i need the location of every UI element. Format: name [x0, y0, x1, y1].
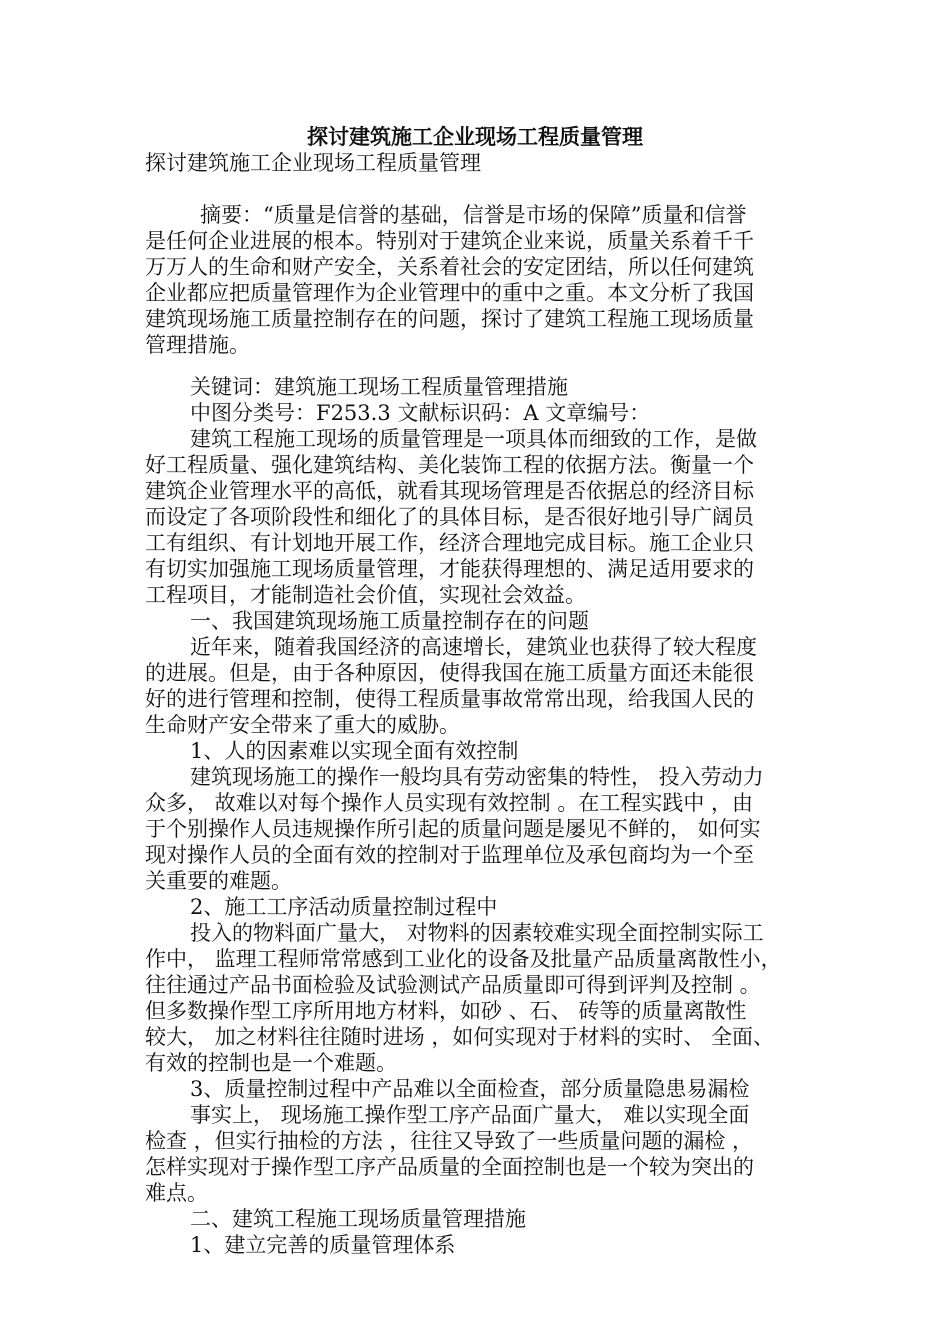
body-line: 于个别操作人员违规操作所引起的质量问题是屡见不鲜的， 如何实 — [145, 817, 761, 841]
intro-line: 好工程质量、强化建筑结构、美化装饰工程的依据方法。衡量一个 — [145, 453, 754, 477]
body-line: 作中， 监理工程师常常感到工业化的设备及批量产品质量离散性小， — [145, 947, 782, 971]
body-line: 众多， 故难以对每个操作人员实现有效控制 。在工程实践中 ，由 — [145, 791, 754, 815]
subsection-heading: 1、人的因素难以实现全面有效控制 — [190, 739, 519, 763]
subsection-heading: 2、施工工序活动质量控制过程中 — [190, 895, 498, 919]
document-title: 探讨建筑施工企业现场工程质量管理 — [307, 124, 643, 149]
intro-line: 工有组织、有计划地开展工作，经济合理地完成目标。施工企业只 — [145, 531, 754, 555]
subsection-heading: 3、质量控制过程中产品难以全面检查，部分质量隐患易漏检 — [190, 1077, 750, 1101]
subsection-heading: 1、建立完善的质量管理体系 — [190, 1233, 456, 1257]
intro-line: 建筑企业管理水平的高低，就看其现场管理是否依据总的经济目标 — [145, 479, 754, 503]
document-subtitle: 探讨建筑施工企业现场工程质量管理 — [145, 151, 481, 175]
body-line: 事实上， 现场施工操作型工序产品面广量大， 难以实现全面 — [190, 1103, 750, 1127]
body-line: 难点。 — [145, 1181, 208, 1205]
keywords-line: 关键词：建筑施工现场工程质量管理措施 — [190, 375, 568, 399]
body-line: 的进展。但是，由于各种原因，使得我国在施工质量方面还未能很 — [145, 661, 754, 685]
body-line: 关重要的难题。 — [145, 869, 292, 893]
intro-line: 而设定了各项阶段性和细化了的具体目标，是否很好地引导广阔员 — [145, 505, 754, 529]
abstract-line: 是任何企业进展的根本。特别对于建筑企业来说，质量关系着千千 — [145, 229, 754, 253]
body-line: 近年来，随着我国经济的高速增长，建筑业也获得了较大程度 — [190, 635, 757, 659]
body-line: 往往通过产品书面检验及试验测试产品质量即可得到评判及控制 。 — [145, 973, 761, 997]
section-heading: 二、建筑工程施工现场质量管理措施 — [190, 1207, 526, 1231]
classification-line: 中图分类号：F253.3 文献标识码：A 文章编号： — [190, 401, 651, 425]
abstract-line: 万万人的生命和财产安全，关系着社会的安定团结，所以任何建筑 — [145, 255, 754, 279]
body-line: 生命财产安全带来了重大的威胁。 — [145, 713, 460, 737]
body-line: 但多数操作型工序所用地方材料，如砂 、石、 砖等的质量离散性 — [145, 999, 747, 1023]
body-line: 有效的控制也是一个难题。 — [145, 1051, 397, 1075]
body-line: 较大， 加之材料往往随时进场 ，如何实现对于材料的实时、 全面、 — [145, 1025, 775, 1049]
body-line: 现对操作人员的全面有效的控制对于监理单位及承包商均为一个至 — [145, 843, 754, 867]
body-line: 怎样实现对于操作型工序产品质量的全面控制也是一个较为突出的 — [145, 1155, 754, 1179]
abstract-line: 管理措施。 — [145, 333, 250, 357]
abstract-line: 企业都应把质量管理作为企业管理中的重中之重。本文分析了我国 — [145, 281, 754, 305]
intro-line: 工程项目，才能制造社会价值，实现社会效益。 — [145, 583, 586, 607]
abstract-line: 摘要：“质量是信誉的基础，信誉是市场的保障”质量和信誉 — [200, 203, 747, 227]
intro-line: 有切实加强施工现场质量管理，才能获得理想的、满足适用要求的 — [145, 557, 754, 581]
body-line: 建筑现场施工的操作一般均具有劳动密集的特性， 投入劳动力 — [190, 765, 764, 789]
body-line: 投入的物料面广量大， 对物料的因素较难实现全面控制实际工 — [190, 921, 764, 945]
intro-line: 建筑工程施工现场的质量管理是一项具体而细致的工作，是做 — [190, 427, 757, 451]
body-line: 检查 ，但实行抽检的方法 ，往往又导致了一些质量问题的漏检 ， — [145, 1129, 754, 1153]
abstract-line: 建筑现场施工质量控制存在的问题，探讨了建筑工程施工现场质量 — [145, 307, 754, 331]
section-heading: 一、我国建筑现场施工质量控制存在的问题 — [190, 609, 589, 633]
body-line: 好的进行管理和控制，使得工程质量事故常常出现，给我国人民的 — [145, 687, 754, 711]
